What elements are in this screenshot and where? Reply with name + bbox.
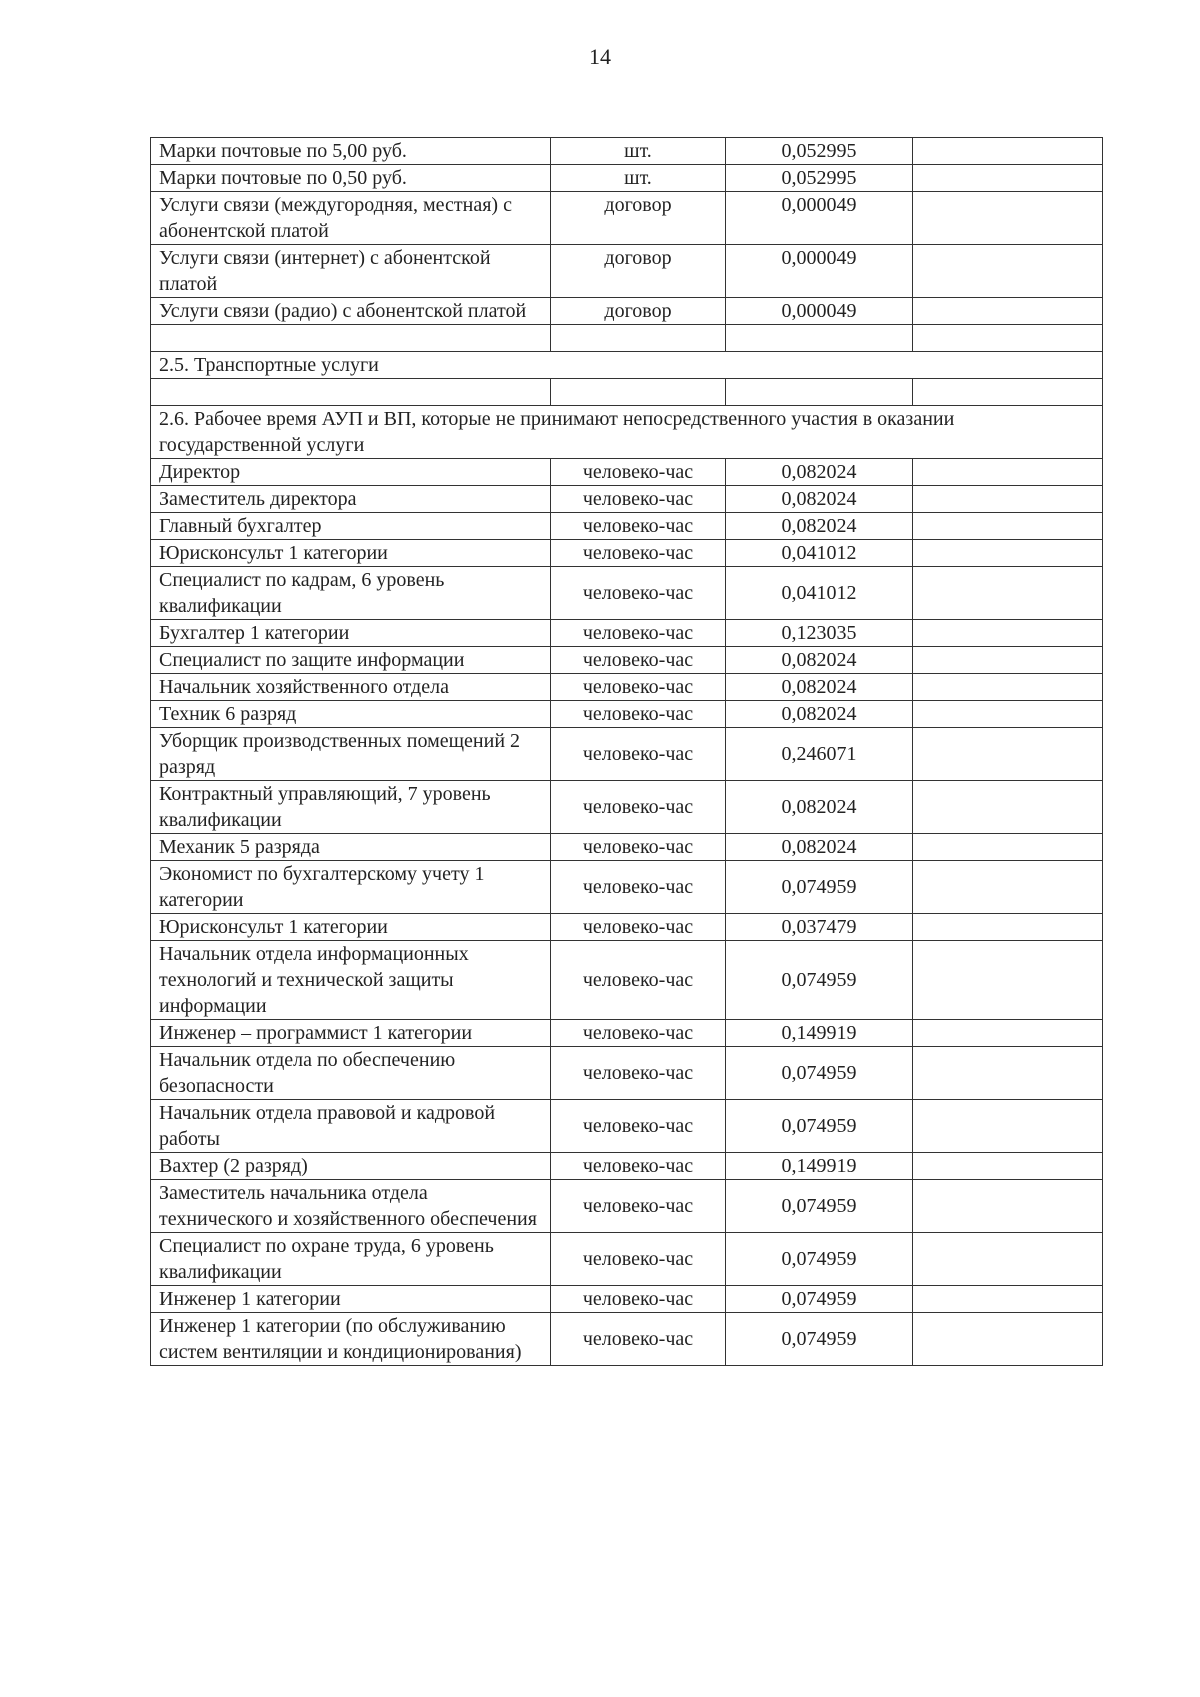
section-heading: 2.5. Транспортные услуги — [151, 352, 1103, 379]
item-name-cell: Бухгалтер 1 категории — [151, 620, 551, 647]
empty-cell — [151, 325, 551, 352]
extra-cell — [913, 513, 1103, 540]
unit-cell: человеко-час — [551, 1047, 726, 1100]
unit-cell: человеко-час — [551, 834, 726, 861]
page-number: 14 — [589, 44, 611, 69]
section-2-5-row — [151, 352, 1103, 379]
norm-value-cell: 0,052995 — [726, 165, 913, 192]
extra-cell — [913, 728, 1103, 781]
item-name-cell: Услуги связи (радио) с абонентской платой — [151, 298, 551, 325]
extra-cell — [913, 459, 1103, 486]
unit-cell: человеко-час — [551, 1180, 726, 1233]
extra-cell — [913, 647, 1103, 674]
table-row — [151, 861, 1103, 914]
unit-cell: шт. — [551, 138, 726, 165]
extra-cell — [913, 674, 1103, 701]
table-row — [151, 781, 1103, 834]
unit-cell: человеко-час — [551, 781, 726, 834]
section-2-6-row — [151, 406, 1103, 459]
norm-value-cell: 0,041012 — [726, 567, 913, 620]
table-row — [151, 1153, 1103, 1180]
unit-cell: человеко-час — [551, 1286, 726, 1313]
unit-cell: договор — [551, 298, 726, 325]
table-row — [151, 728, 1103, 781]
extra-cell — [913, 567, 1103, 620]
item-name-cell: Контрактный управляющий, 7 уровень квалификации — [151, 781, 551, 834]
extra-cell — [913, 941, 1103, 1020]
item-name-cell: Механик 5 разряда — [151, 834, 551, 861]
unit-cell: человеко-час — [551, 674, 726, 701]
item-name-cell: Директор — [151, 459, 551, 486]
table-row — [151, 459, 1103, 486]
unit-cell: человеко-час — [551, 701, 726, 728]
item-name-cell: Начальник отдела информационных технологий и технической защиты информации — [151, 941, 551, 1020]
item-name-cell: Инженер 1 категории — [151, 1286, 551, 1313]
extra-cell — [913, 138, 1103, 165]
norm-value-cell: 0,074959 — [726, 1233, 913, 1286]
extra-cell — [913, 192, 1103, 245]
extra-cell — [913, 1153, 1103, 1180]
extra-cell — [913, 540, 1103, 567]
norm-value-cell: 0,149919 — [726, 1020, 913, 1047]
table-row — [151, 165, 1103, 192]
unit-cell: человеко-час — [551, 914, 726, 941]
item-name-cell: Специалист по защите информации — [151, 647, 551, 674]
unit-cell: человеко-час — [551, 1153, 726, 1180]
section-heading: 2.6. Рабочее время АУП и ВП, которые не принимают непосредственного участия в оказании государственной услуги — [151, 406, 1103, 459]
unit-cell: человеко-час — [551, 941, 726, 1020]
norm-value-cell: 0,246071 — [726, 728, 913, 781]
table-row — [151, 1233, 1103, 1286]
norm-value-cell: 0,082024 — [726, 513, 913, 540]
norm-value-cell: 0,000049 — [726, 245, 913, 298]
norm-value-cell: 0,082024 — [726, 486, 913, 513]
unit-cell: шт. — [551, 165, 726, 192]
extra-cell — [913, 165, 1103, 192]
norm-value-cell: 0,074959 — [726, 1100, 913, 1153]
table-row — [151, 192, 1103, 245]
table-row — [151, 298, 1103, 325]
item-name-cell: Юрисконсульт 1 категории — [151, 914, 551, 941]
norm-value-cell: 0,082024 — [726, 674, 913, 701]
unit-cell: человеко-час — [551, 486, 726, 513]
item-name-cell: Инженер 1 категории (по обслуживанию систем вентиляции и кондиционирования) — [151, 1313, 551, 1366]
norms-table-body — [151, 138, 1103, 1366]
unit-cell: человеко-час — [551, 1313, 726, 1366]
norm-value-cell: 0,074959 — [726, 861, 913, 914]
table-row — [151, 567, 1103, 620]
table-row — [151, 701, 1103, 728]
norm-value-cell: 0,074959 — [726, 941, 913, 1020]
item-name-cell: Специалист по охране труда, 6 уровень квалификации — [151, 1233, 551, 1286]
norm-value-cell: 0,074959 — [726, 1180, 913, 1233]
table-row — [151, 513, 1103, 540]
item-name-cell: Начальник отдела правовой и кадровой работы — [151, 1100, 551, 1153]
item-name-cell: Марки почтовые по 0,50 руб. — [151, 165, 551, 192]
norm-value-cell: 0,082024 — [726, 459, 913, 486]
empty-cell — [913, 325, 1103, 352]
norm-value-cell: 0,000049 — [726, 298, 913, 325]
extra-cell — [913, 1180, 1103, 1233]
item-name-cell: Экономист по бухгалтерскому учету 1 категории — [151, 861, 551, 914]
norm-value-cell: 0,074959 — [726, 1286, 913, 1313]
unit-cell: человеко-час — [551, 647, 726, 674]
item-name-cell: Главный бухгалтер — [151, 513, 551, 540]
item-name-cell: Услуги связи (междугородняя, местная) с абонентской платой — [151, 192, 551, 245]
item-name-cell: Начальник отдела по обеспечению безопасности — [151, 1047, 551, 1100]
empty-row — [151, 379, 1103, 406]
item-name-cell: Техник 6 разряд — [151, 701, 551, 728]
norm-value-cell: 0,123035 — [726, 620, 913, 647]
item-name-cell: Заместитель директора — [151, 486, 551, 513]
table-row — [151, 941, 1103, 1020]
item-name-cell: Вахтер (2 разряд) — [151, 1153, 551, 1180]
extra-cell — [913, 781, 1103, 834]
extra-cell — [913, 1100, 1103, 1153]
norm-value-cell: 0,149919 — [726, 1153, 913, 1180]
unit-cell: человеко-час — [551, 1233, 726, 1286]
norm-value-cell: 0,082024 — [726, 781, 913, 834]
norm-value-cell: 0,082024 — [726, 647, 913, 674]
table-row — [151, 1020, 1103, 1047]
extra-cell — [913, 1233, 1103, 1286]
table-row — [151, 1286, 1103, 1313]
extra-cell — [913, 834, 1103, 861]
norm-value-cell: 0,074959 — [726, 1047, 913, 1100]
table-row — [151, 1313, 1103, 1366]
item-name-cell: Инженер – программист 1 категории — [151, 1020, 551, 1047]
extra-cell — [913, 486, 1103, 513]
table-row — [151, 834, 1103, 861]
unit-cell: человеко-час — [551, 728, 726, 781]
norm-value-cell: 0,074959 — [726, 1313, 913, 1366]
norm-value-cell: 0,082024 — [726, 834, 913, 861]
norm-value-cell: 0,052995 — [726, 138, 913, 165]
empty-cell — [551, 325, 726, 352]
table-row — [151, 138, 1103, 165]
table-row — [151, 647, 1103, 674]
extra-cell — [913, 914, 1103, 941]
norm-value-cell: 0,000049 — [726, 192, 913, 245]
unit-cell: человеко-час — [551, 459, 726, 486]
unit-cell: человеко-час — [551, 567, 726, 620]
extra-cell — [913, 1047, 1103, 1100]
item-name-cell: Марки почтовые по 5,00 руб. — [151, 138, 551, 165]
empty-cell — [726, 379, 913, 406]
table-row — [151, 245, 1103, 298]
empty-cell — [151, 379, 551, 406]
table-row — [151, 1100, 1103, 1153]
extra-cell — [913, 1286, 1103, 1313]
table-row — [151, 486, 1103, 513]
unit-cell: человеко-час — [551, 1100, 726, 1153]
empty-row — [151, 325, 1103, 352]
empty-cell — [551, 379, 726, 406]
item-name-cell: Уборщик производственных помещений 2 разряд — [151, 728, 551, 781]
extra-cell — [913, 861, 1103, 914]
norm-value-cell: 0,037479 — [726, 914, 913, 941]
table-row — [151, 540, 1103, 567]
norm-value-cell: 0,082024 — [726, 701, 913, 728]
table-row — [151, 620, 1103, 647]
norm-value-cell: 0,041012 — [726, 540, 913, 567]
table-row — [151, 914, 1103, 941]
item-name-cell: Услуги связи (интернет) с абонентской платой — [151, 245, 551, 298]
empty-cell — [913, 379, 1103, 406]
extra-cell — [913, 245, 1103, 298]
item-name-cell: Юрисконсульт 1 категории — [151, 540, 551, 567]
unit-cell: человеко-час — [551, 540, 726, 567]
extra-cell — [913, 701, 1103, 728]
item-name-cell: Начальник хозяйственного отдела — [151, 674, 551, 701]
extra-cell — [913, 620, 1103, 647]
item-name-cell: Заместитель начальника отдела технического и хозяйственного обеспечения — [151, 1180, 551, 1233]
extra-cell — [913, 1313, 1103, 1366]
unit-cell: договор — [551, 192, 726, 245]
unit-cell: человеко-час — [551, 620, 726, 647]
unit-cell: человеко-час — [551, 513, 726, 540]
table-row — [151, 1047, 1103, 1100]
extra-cell — [913, 298, 1103, 325]
table-row — [151, 674, 1103, 701]
unit-cell: договор — [551, 245, 726, 298]
unit-cell: человеко-час — [551, 861, 726, 914]
extra-cell — [913, 1020, 1103, 1047]
norms-table — [150, 137, 1103, 1366]
unit-cell: человеко-час — [551, 1020, 726, 1047]
table-row — [151, 1180, 1103, 1233]
empty-cell — [726, 325, 913, 352]
item-name-cell: Специалист по кадрам, 6 уровень квалификации — [151, 567, 551, 620]
